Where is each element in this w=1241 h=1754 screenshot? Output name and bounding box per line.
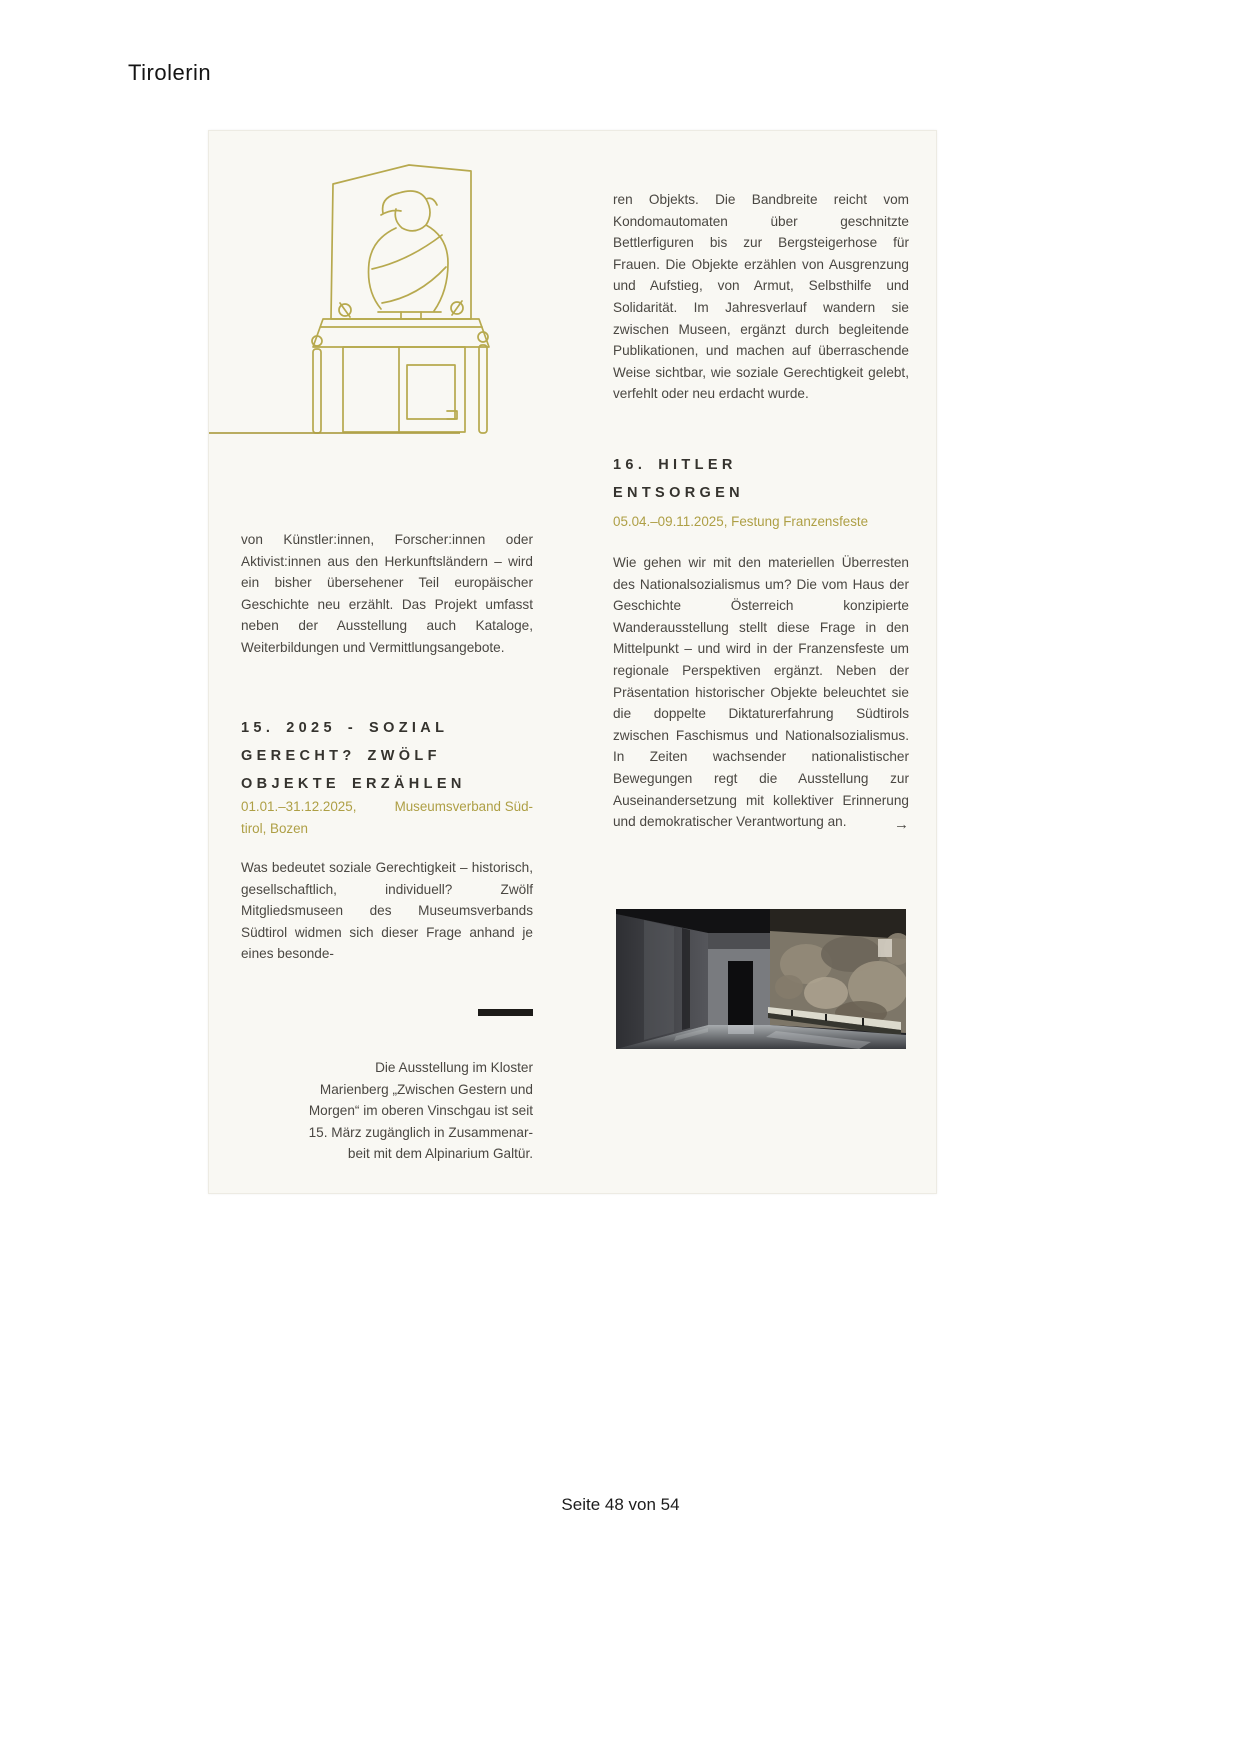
illustration-ground-line [209, 432, 460, 434]
magazine-scan [208, 130, 937, 1194]
section-16-body: Wie gehen wir mit den materiellen Überresten des Nationalsozialismus um? Die vom Haus der Geschichte Österreich konzipierte Wanderausstellung stellt diese Frage in den Mittelpunkt – und wird in der Franzensfeste um regionale Perspektiven ergänzt. Neben der Präsentation historischer Objekte beleuchtet sie die doppelte Diktaturerfahrung Südtirols zwischen Faschismus und Nationalsozialismus. In Zeiten wachsender nationalistischer Bewegungen regt die Ausstellung zur Auseinandersetzung mit kollektiver Erinnerung und demokratischer Verantwortung an. [613, 555, 909, 830]
franzensfeste-exhibition-photo [616, 909, 906, 1049]
section-16-date-venue: 05.04.–09.11.2025, Festung Franzensfeste [613, 514, 869, 529]
section-16-body-wrap [613, 552, 909, 833]
section-separator-bar [478, 1009, 533, 1016]
bust-display-case-illustration [241, 151, 501, 435]
section-15-body: Was bedeutet soziale Gerechtigkeit – historisch, gesellschaftlich, individuell? Zwölf Mitgliedsmuseen des Museumsverbands Südtirol widmen sich dieser Frage anhand je eines besonde- [241, 860, 533, 962]
callout-line: beit mit dem Alpinarium Galtür. [347, 1146, 533, 1162]
right-column-continuation-paragraph: ren Objekts. Die Bandbreite reicht vom Kondomautomaten über geschnitzte Bettlerfiguren bis zur Bergsteigerhose für Frauen. Die Objekte erzählen von Ausgrenzung und Aufstieg, von Armut, Selbsthilfe und Solidarität. Im Jahresverlauf wandern sie zwischen Museen, ergänzt durch begleitende Publikationen, und machen auf überraschende Weise sichtbar, wie soziale Gerechtigkeit gelebt, verfehlt oder neu erdacht wurde. [613, 192, 909, 402]
section-15-heading [241, 714, 533, 798]
callout-line: Die Ausstellung im Kloster [375, 1060, 533, 1075]
callout-line: 15. März zugänglich in Zusammenar- [308, 1124, 533, 1140]
arrow-right-icon: → [894, 815, 909, 833]
callout-line: Morgen“ im oberen Vinschgau ist seit [308, 1103, 533, 1119]
section-15-date-line1 [241, 796, 533, 818]
document-header-title: Tirolerin [128, 60, 212, 85]
section-16-heading-line2: ENTSORGEN [613, 485, 744, 501]
marienberg-callout [241, 1057, 533, 1165]
section-15-venue-part2: tirol, Bozen [241, 821, 308, 836]
left-column-intro-paragraph: von Künstler:innen, Forscher:innen oder Aktivist:innen aus den Herkunftsländern – wird ein bisher übersehener Teil europäischer Geschichte neu erzählt. Das Projekt umfasst neben der Ausstellung auch Kataloge, Weiterbildungen und Vermittlungsangebote. [241, 532, 533, 655]
section-15-heading-line3: OBJEKTE ERZÄHLEN [241, 776, 466, 792]
section-15-venue-part1: Museumsverband Süd- [394, 799, 533, 814]
section-15-heading-line2: GERECHT? ZWÖLF [241, 748, 441, 764]
section-16-heading-line1: 16. HITLER [613, 457, 737, 473]
section-15-heading-line1: 15. 2025 - SOZIAL [241, 720, 449, 736]
callout-line: Marienberg „Zwischen Gestern und [319, 1081, 533, 1097]
section-16-heading [613, 451, 909, 507]
section-15-date-venue [241, 796, 533, 840]
section-15-date-range: 01.01.–31.12.2025, [241, 799, 357, 814]
page-number-footer: Seite 48 von 54 [561, 1495, 680, 1514]
